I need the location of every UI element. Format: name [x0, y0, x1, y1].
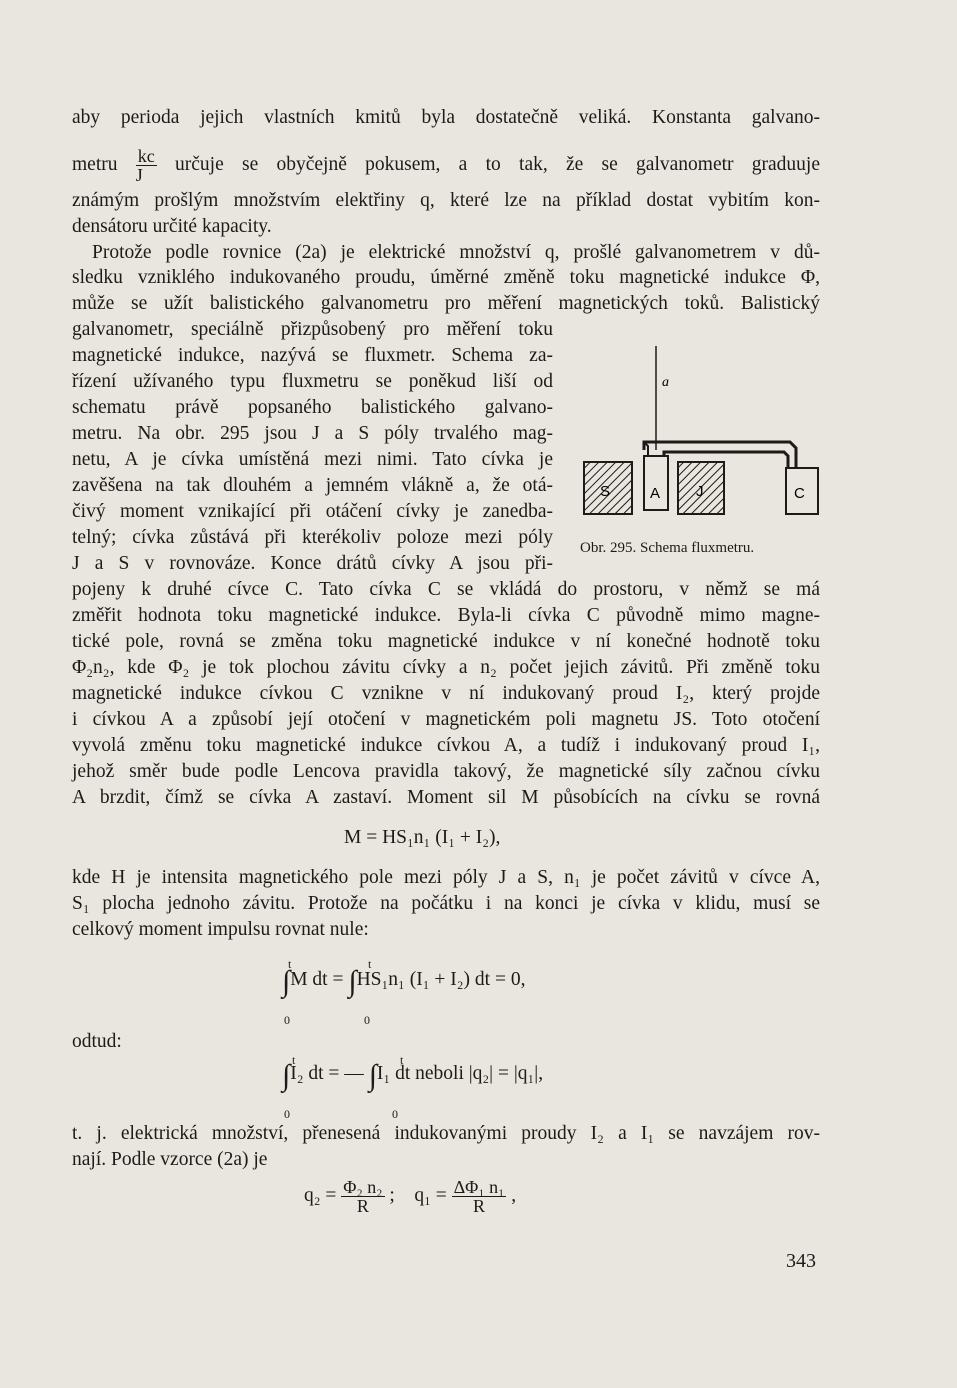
label-A: A — [650, 485, 661, 502]
fraction-q1 — [452, 1178, 507, 1215]
fraction-numerator: ΔΦ₁ n₁ — [453, 1177, 505, 1197]
fraction-denominator: J — [135, 165, 143, 185]
text-line: může se užít balistického galvanometru pro měření magnetických toků. Balistický — [72, 293, 820, 314]
fraction-denominator: R — [473, 1196, 486, 1216]
label-C: C — [794, 485, 805, 502]
fraction-denominator: R — [356, 1196, 369, 1216]
integral-lower-limit: 0 — [284, 1013, 290, 1027]
fraction-numerator: kc — [137, 146, 155, 166]
text-line: sledku vzniklého indukovaného proudu, úměrné změně toku magnetické indukce Φ, — [72, 267, 820, 288]
integral-sign: ∫ — [368, 1059, 377, 1092]
q2-lhs: q₂ = — [304, 1184, 337, 1206]
equation-charges-fractions — [304, 1178, 516, 1215]
text-line: odtud: — [72, 1031, 122, 1052]
text-line: i cívkou A a způsobí její otočení v magnetickém poli magnetu JS. Toto otočení — [72, 709, 820, 730]
fraction-kc-over-j — [136, 147, 157, 184]
text-line: kde H je intensita magnetického pole mezi póly J a S, n₁ je počet závitů v cívce A, — [72, 867, 820, 888]
text-line: galvanometr, speciálně přizpůsobený pro měření toku — [72, 319, 553, 340]
fraction-numerator: Φ₂ n₂ — [343, 1177, 383, 1197]
text-line: schematu právě popsaného balistického galvano- — [72, 397, 553, 418]
text-line: pojeny k druhé cívce C. Tato cívka C se vkládá do prostoru, v němž se má — [72, 579, 820, 600]
text-line: známým prošlým množstvím elektřiny q, které lze na příklad dostat vybitím kon- — [72, 190, 820, 211]
integral-upper-limit: t — [288, 957, 292, 971]
integral-upper-limit: t — [400, 1053, 404, 1067]
fraction-q2 — [341, 1178, 384, 1215]
text-line: aby perioda jejich vlastních kmitů byla dostatečně veliká. Konstanta galvano- — [72, 107, 820, 128]
integral-lower-limit: 0 — [284, 1107, 290, 1121]
fluxmeter-schematic — [578, 338, 824, 528]
label-S: S — [600, 483, 611, 500]
text-line: vyvolá změnu toku magnetické indukce cívkou A, a tudíž i indukovaný proud I₁, — [72, 735, 820, 756]
text-line-with-fraction — [72, 147, 820, 184]
equation-right-side: HS₁n₁ (I₁ + I₂) dt = 0, — [356, 969, 526, 990]
text-line: tické pole, rovná se změna toku magnetické indukce v ní konečné hodnotě toku — [72, 631, 820, 652]
text-line: jehož směr bude podle Lencova pravidla takový, že magnetické síly začnou cívku — [72, 761, 820, 782]
integral-upper-limit: t — [368, 957, 372, 971]
integral-sign: ∫ — [282, 965, 291, 998]
text-line: J a S v rovnováze. Konce drátů cívky A jsou při- — [72, 553, 553, 574]
integral-lower-limit: 0 — [392, 1107, 398, 1121]
equation-impulse — [282, 957, 526, 1027]
label-a: a — [662, 375, 669, 390]
figure-caption: Obr. 295. Schema fluxmetru. — [580, 540, 755, 556]
text-line: S₁ plocha jednoho závitu. Protože na počátku i na konci je cívka v klidu, musí se — [72, 893, 820, 914]
word-metru: metru — [72, 153, 118, 175]
integral-upper-limit: t — [292, 1053, 296, 1067]
text-line: Φ₂n₂, kde Φ₂ je tok plochou závitu cívky a n₂ počet jejich závitů. Při změně toku — [72, 657, 820, 678]
label-J: J — [696, 483, 704, 500]
text-line: netu, A je cívka umístěná mezi nimi. Tato cívka je — [72, 449, 553, 470]
equation-moment: M = HS₁n₁ (I₁ + I₂), — [344, 827, 501, 848]
text-line: celkový moment impulsu rovnat nule: — [72, 919, 369, 940]
text-line: magnetické indukce cívkou C vznikne v ní indukovaný proud I₂, který projde — [72, 683, 820, 704]
q1-lhs: q₁ = — [414, 1184, 447, 1206]
text-line: nají. Podle vzorce (2a) je — [72, 1149, 268, 1170]
equation-charge — [282, 1053, 544, 1121]
equation-right-side: I₁ dt neboli |q₂| = |q₁|, — [376, 1063, 544, 1084]
text-line: řízení užívaného typu fluxmetru se poněkud liší od — [72, 371, 553, 392]
text-line: densátoru určité kapacity. — [72, 216, 272, 237]
text-line: telný; cívka zůstává při kterékoliv poloze mezi póly — [72, 527, 553, 548]
equation-left-side: M dt = — [290, 969, 349, 990]
text-line: čivý moment vznikající při otáčení cívky je zanedba- — [72, 501, 553, 522]
integral-lower-limit: 0 — [364, 1013, 370, 1027]
text-line: t. j. elektrická množství, přenesená indukovanými proudy I₂ a I₁ se navzájem rov- — [72, 1123, 820, 1144]
text-line: magnetické indukce, nazývá se fluxmetr. Schema za- — [72, 345, 553, 366]
integral-sign: ∫ — [348, 965, 357, 998]
text-line: zavěšena na tak dlouhém a jemném vlákně a, že otá- — [72, 475, 553, 496]
equation-left-side: I₂ dt = — — [290, 1063, 364, 1084]
separator: ; — [389, 1184, 395, 1206]
text-line: metru. Na obr. 295 jsou J a S póly trvalého mag- — [72, 423, 553, 444]
integral-sign: ∫ — [282, 1059, 291, 1092]
text-line: určuje se obyčejně pokusem, a to tak, že se galvanometr graduuje — [175, 153, 820, 175]
page-number: 343 — [786, 1250, 816, 1272]
paragraph-start: Protože podle rovnice (2a) je elektrické množství q, prošlé galvanometrem v dů- — [92, 242, 820, 263]
text-line: změřit hodnota toku magnetické indukce. Byla-li cívka C původně mimo magne- — [72, 605, 820, 626]
equation-end: , — [511, 1184, 517, 1206]
text-line: A brzdit, čímž se cívka A zastaví. Moment sil M působících na cívku se rovná — [72, 787, 820, 808]
